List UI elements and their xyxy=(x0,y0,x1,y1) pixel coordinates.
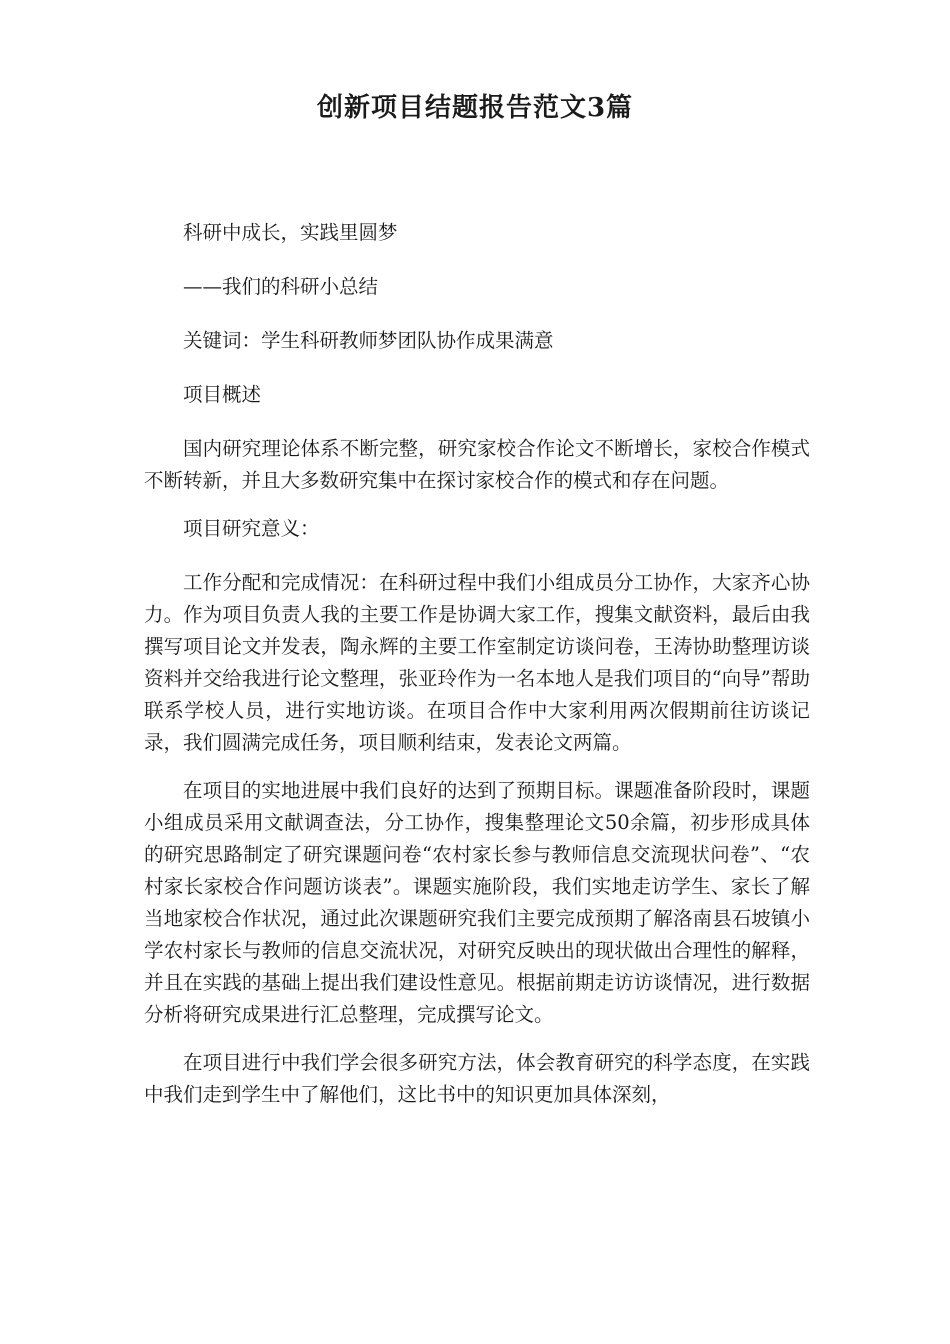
paragraph-overview: 国内研究理论体系不断完整，研究家校合作论文不断增长，家校合作模式不断转新，并且大多数研究集中在探讨家校合作的模式和存在问题。 xyxy=(144,437,810,492)
paragraph-progress: 在项目的实地进展中我们良好的达到了预期目标。课题准备阶段时，课题小组成员采用文献调查法，分工协作，搜集整理论文50余篇，初步形成具体的研究思路制定了研究课题问卷“农村家长参与教师信息交流现状问卷”、“农村家长家校合作问题访谈表”。课题实施阶段，我们实地走访学生、家长了解当地家校合作状况，通过此次课题研究我们主要完成预期了解洛南县石坡镇小学农村家长与教师的信息交流状况，对研究反映出的现状做出合理性的解释，并且在实践的基础上提出我们建设性意见。根据前期走访访谈情况，进行数据分析将研究成果进行汇总整理，完成撰写论文。 xyxy=(144,779,810,1026)
paragraph-subtitle-dash: ——我们的科研小总结 xyxy=(183,275,379,298)
paragraph-heading-significance: 项目研究意义： xyxy=(183,517,320,540)
paragraph-subtitle: 科研中成长，实践里圆梦 xyxy=(183,221,398,244)
paragraph-heading-overview: 项目概述 xyxy=(183,383,262,406)
paragraph-learning: 在项目进行中我们学会很多研究方法，体会教育研究的科学态度，在实践中我们走到学生中了解他们，这比书中的知识更加具体深刻， xyxy=(144,1051,810,1106)
paragraph-work-distribution: 工作分配和完成情况：在科研过程中我们小组成员分工协作，大家齐心协力。作为项目负责人我的主要工作是协调大家工作，搜集文献资料，最后由我撰写项目论文并发表，陶永辉的主要工作室制定访谈问卷，王涛协助整理访谈资料并交给我进行论文整理，张亚玲作为一名本地人是我们项目的“向导”帮助联系学校人员，进行实地访谈。在项目合作中大家利用两次假期前往访谈记录，我们圆满完成任务，项目顺利结束，发表论文两篇。 xyxy=(144,571,810,754)
document-body xyxy=(144,217,810,1127)
document-title: 创新项目结题报告范文3篇 xyxy=(316,93,634,123)
paragraph-keywords: 关键词：学生科研教师梦团队协作成果满意 xyxy=(183,329,554,352)
